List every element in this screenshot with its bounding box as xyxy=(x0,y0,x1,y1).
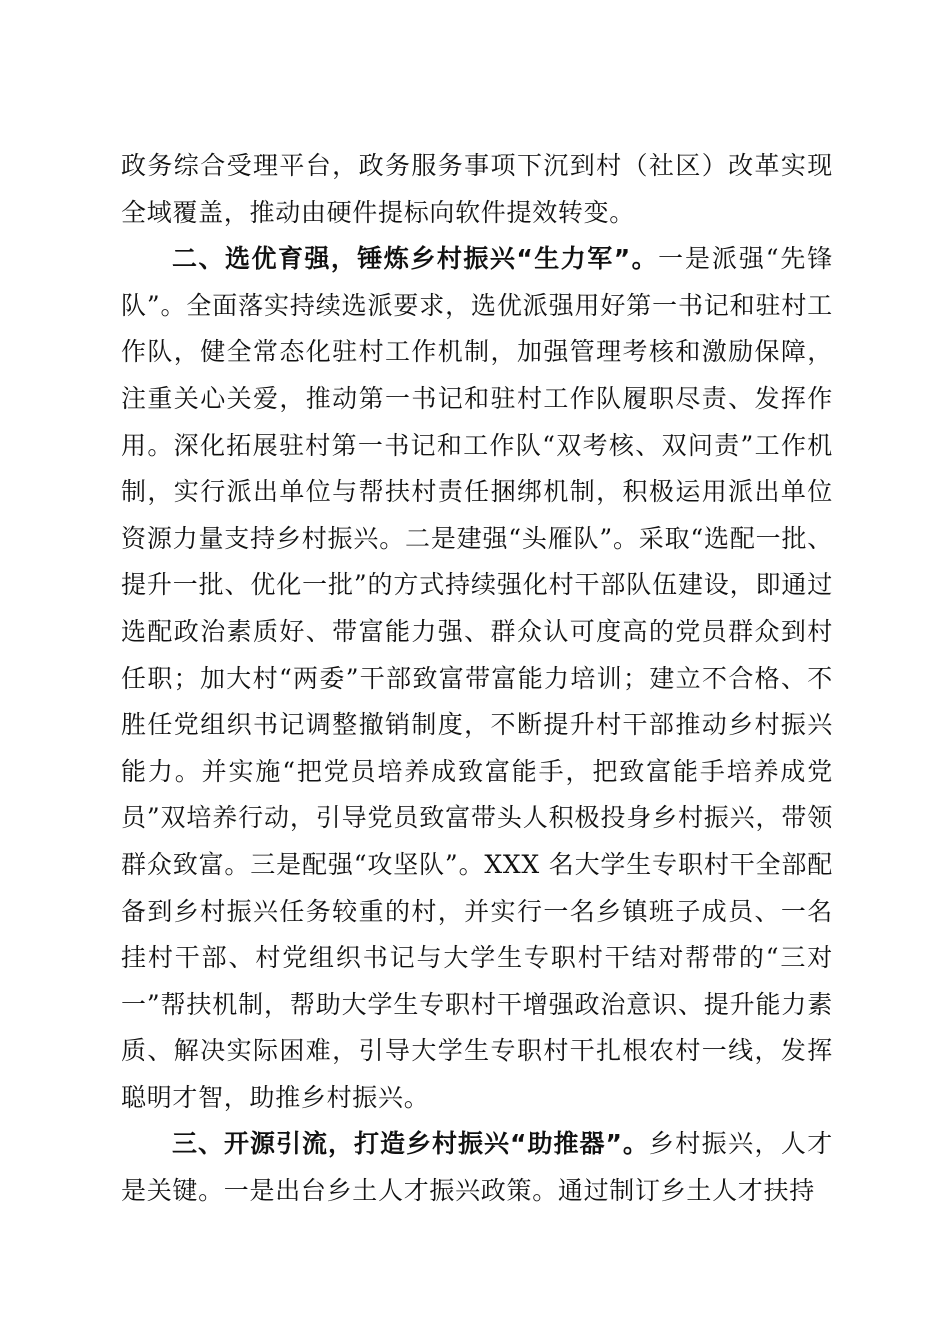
section-heading: 三、开源引流，打造乡村振兴“助推器”。 xyxy=(172,1129,649,1159)
paragraph-body-text: 一是派强“先锋队”。全面落实持续选派要求，选优派强用好第一书记和驻村工作队，健全常态化驻村工作机制，加强管理考核和激励保障，注重关心关爱，推动第一书记和驻村工作队履职尽责、发挥作用。深化拓展驻村第一书记和工作队“双考核、双问责”工作机制，实行派出单位与帮扶村责任捆绑机制，积极运用派出单位资源力量支持乡村振兴。二是建强“头雁队”。采取“选配一批、提升一批、优化一批”的方式持续强化村干部队伍建设，即通过选配政治素质好、带富能力强、群众认可度高的党员群众到村任职；加大村“两委”干部致富带富能力培训；建立不合格、不胜任党组织书记调整撤销制度，不断提升村干部推动乡村振兴能力。并实施“把党员培养成致富能手，把致富能手培养成党员”双培养行动，引导党员致富带头人积极投身乡村振兴，带领群众致富。三是配强“攻坚队”。XXX 名大学生专职村干全部配备到乡村振兴任务较重的村，并实行一名乡镇班子成员、一名挂村干部、村党组织书记与大学生专职村干结对帮带的“三对一”帮扶机制，帮助大学生专职村干增强政治意识、提升能力素质、解决实际困难，引导大学生专职村干扎根农村一线，发挥聪明才智，助推乡村振兴。 xyxy=(121,244,833,1112)
paragraph-body-text: 乡村振兴，人才是关键。一是出台乡土人才振兴政策。通过制订乡土人才扶持 xyxy=(121,1129,833,1206)
paragraph-continuation xyxy=(121,143,833,236)
paragraph-section-three xyxy=(121,1121,833,1214)
document-body xyxy=(121,143,833,1215)
paragraph-section-two xyxy=(121,236,833,1121)
paragraph-body-text: 政务综合受理平台，政务服务事项下沉到村（社区）改革实现全域覆盖，推动由硬件提标向软件提效转变。 xyxy=(121,151,833,227)
section-heading: 二、选优育强，锤炼乡村振兴“生力军”。 xyxy=(172,244,659,274)
